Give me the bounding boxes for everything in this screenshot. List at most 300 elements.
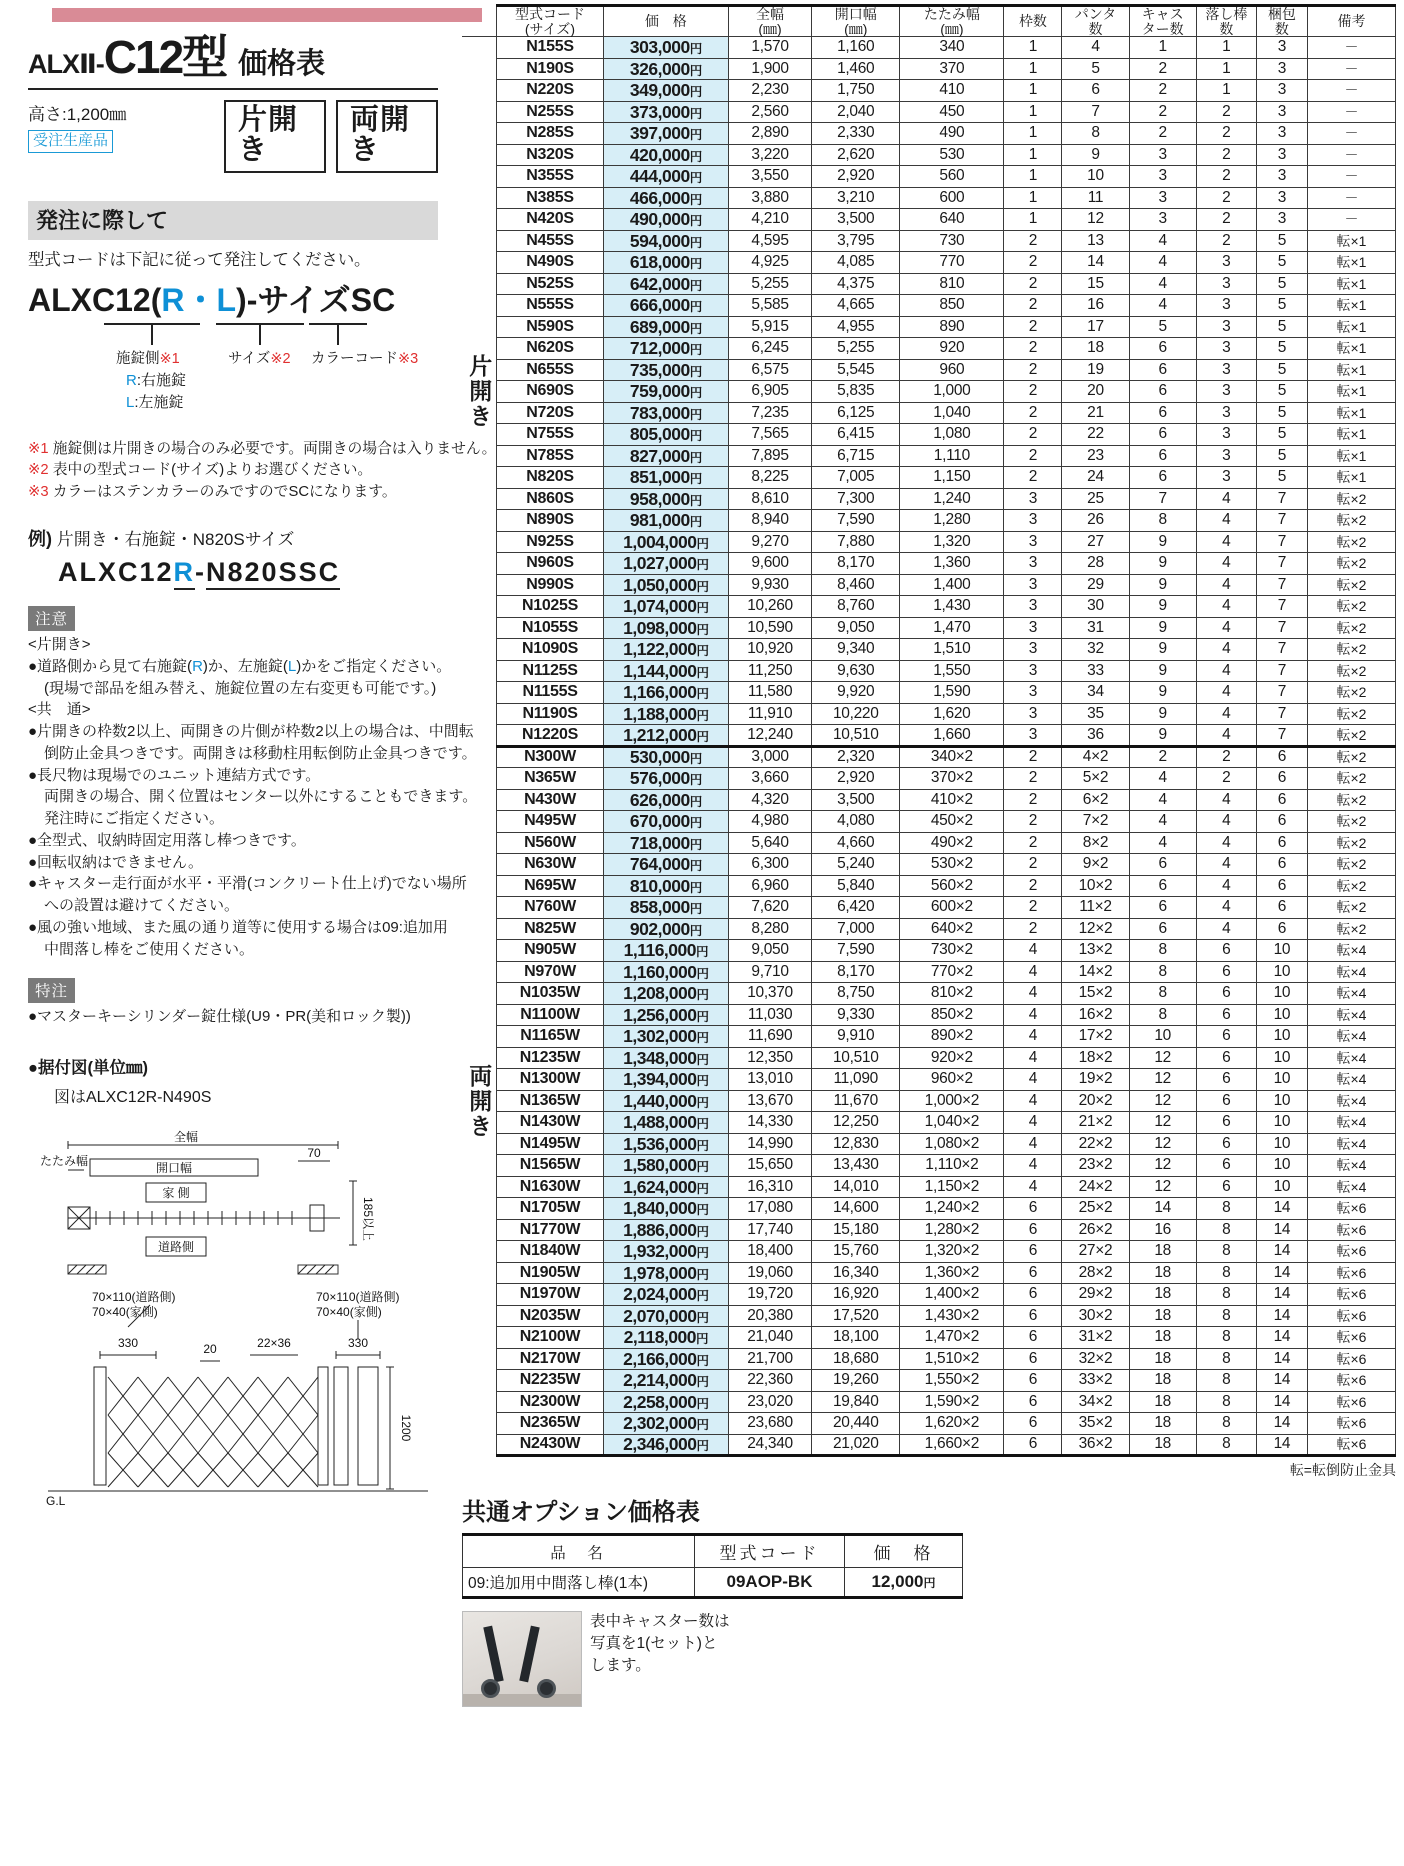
cell-panta: 16 — [1062, 295, 1129, 317]
cell-code: N760W — [497, 897, 604, 919]
cell-opening-width: 2,320 — [812, 746, 900, 768]
cell-code: N1100W — [497, 1004, 604, 1026]
cell-packages: 6 — [1256, 832, 1307, 854]
cell-packages: 14 — [1256, 1413, 1307, 1435]
cell-code: N890S — [497, 510, 604, 532]
cell-casters: 18 — [1129, 1305, 1196, 1327]
col-header-remarks: 備考 — [1307, 6, 1395, 37]
table-row — [462, 811, 1396, 833]
cell-packages: 3 — [1256, 166, 1307, 188]
cell-code: N1365W — [497, 1090, 604, 1112]
made-to-order-badge: 受注生産品 — [28, 130, 113, 153]
cell-full-width: 8,225 — [728, 467, 811, 489]
cell-frames: 1 — [1004, 144, 1062, 166]
cell-full-width: 13,010 — [728, 1069, 811, 1091]
cell-price: 1,004,000円 — [603, 531, 728, 553]
cell-opening-width: 9,920 — [812, 682, 900, 704]
cell-folded-width: 1,000 — [900, 381, 1004, 403]
col-header-panta: パンタ 数 — [1062, 6, 1129, 37]
cell-drop-bars: 8 — [1196, 1391, 1256, 1413]
cell-folded-width: 1,150 — [900, 467, 1004, 489]
cell-folded-width: 1,110×2 — [900, 1155, 1004, 1177]
cell-frames: 2 — [1004, 424, 1062, 446]
cell-packages: 5 — [1256, 316, 1307, 338]
cell-opening-width: 6,125 — [812, 402, 900, 424]
cell-frames: 3 — [1004, 725, 1062, 747]
cell-frames: 2 — [1004, 746, 1062, 768]
cell-opening-width: 9,050 — [812, 617, 900, 639]
cell-price: 2,070,000円 — [603, 1305, 728, 1327]
cell-full-width: 23,680 — [728, 1413, 811, 1435]
cell-casters: 12 — [1129, 1090, 1196, 1112]
cell-folded-width: 530×2 — [900, 854, 1004, 876]
cell-frames: 2 — [1004, 832, 1062, 854]
cell-panta: 19 — [1062, 359, 1129, 381]
cell-full-width: 15,650 — [728, 1155, 811, 1177]
cell-code: N2300W — [497, 1391, 604, 1413]
cell-frames: 2 — [1004, 467, 1062, 489]
cell-code: N1125S — [497, 660, 604, 682]
cell-opening-width: 1,750 — [812, 80, 900, 102]
cell-opening-width: 5,545 — [812, 359, 900, 381]
brand-label: ALXⅡ- — [28, 49, 104, 79]
cell-full-width: 10,370 — [728, 983, 811, 1005]
cell-frames: 1 — [1004, 58, 1062, 80]
cell-opening-width: 3,210 — [812, 187, 900, 209]
cell-frames: 4 — [1004, 1133, 1062, 1155]
cell-folded-width: 600×2 — [900, 897, 1004, 919]
cell-drop-bars: 6 — [1196, 1112, 1256, 1134]
cell-drop-bars: 4 — [1196, 682, 1256, 704]
cell-full-width: 18,400 — [728, 1241, 811, 1263]
table-row — [462, 1004, 1396, 1026]
cell-full-width: 21,040 — [728, 1327, 811, 1349]
svg-text:330: 330 — [347, 1336, 369, 1351]
cell-code: N285S — [497, 123, 604, 145]
cell-panta: 28 — [1062, 553, 1129, 575]
cell-drop-bars: 4 — [1196, 789, 1256, 811]
cell-remarks: 転×6 — [1307, 1391, 1395, 1413]
cell-opening-width: 2,040 — [812, 101, 900, 123]
cell-panta: 12 — [1062, 209, 1129, 231]
cell-opening-width: 9,340 — [812, 639, 900, 661]
cell-packages: 7 — [1256, 596, 1307, 618]
cell-price: 1,027,000円 — [603, 553, 728, 575]
cell-frames: 6 — [1004, 1219, 1062, 1241]
cell-folded-width: 450×2 — [900, 811, 1004, 833]
cell-price: 490,000円 — [603, 209, 728, 231]
cell-frames: 1 — [1004, 123, 1062, 145]
cell-code: N2430W — [497, 1434, 604, 1456]
cell-opening-width: 4,080 — [812, 811, 900, 833]
cell-casters: 12 — [1129, 1069, 1196, 1091]
cell-casters: 18 — [1129, 1391, 1196, 1413]
cell-opening-width: 15,760 — [812, 1241, 900, 1263]
cell-full-width: 6,905 — [728, 381, 811, 403]
cell-remarks: 転×2 — [1307, 875, 1395, 897]
cell-frames: 2 — [1004, 252, 1062, 274]
cell-price: 689,000円 — [603, 316, 728, 338]
cell-opening-width: 5,240 — [812, 854, 900, 876]
cell-frames: 4 — [1004, 1047, 1062, 1069]
group-label-single: 片開き — [462, 37, 497, 747]
cell-drop-bars: 4 — [1196, 596, 1256, 618]
cell-drop-bars: 3 — [1196, 359, 1256, 381]
cell-opening-width: 5,255 — [812, 338, 900, 360]
cell-price: 2,118,000円 — [603, 1327, 728, 1349]
table-row — [462, 359, 1396, 381]
cell-drop-bars: 2 — [1196, 746, 1256, 768]
cell-packages: 3 — [1256, 144, 1307, 166]
cell-full-width: 5,640 — [728, 832, 811, 854]
cell-drop-bars: 6 — [1196, 1133, 1256, 1155]
col-header-folded-width: たたみ幅 (㎜) — [900, 6, 1004, 37]
cell-code: N430W — [497, 789, 604, 811]
cell-opening-width: 4,085 — [812, 252, 900, 274]
cell-frames: 2 — [1004, 875, 1062, 897]
order-section-note: 型式コードは下記に従って発注してください。 — [28, 250, 371, 269]
cell-price: 2,302,000円 — [603, 1413, 728, 1435]
cell-frames: 1 — [1004, 80, 1062, 102]
cell-price: 530,000円 — [603, 746, 728, 768]
cell-opening-width: 2,920 — [812, 166, 900, 188]
cell-price: 373,000円 — [603, 101, 728, 123]
table-row — [462, 1219, 1396, 1241]
cell-folded-width: 960×2 — [900, 1069, 1004, 1091]
cell-remarks: 転×2 — [1307, 574, 1395, 596]
cell-opening-width: 18,100 — [812, 1327, 900, 1349]
cell-panta: 32×2 — [1062, 1348, 1129, 1370]
cell-casters: 12 — [1129, 1176, 1196, 1198]
cell-drop-bars: 4 — [1196, 897, 1256, 919]
cell-packages: 6 — [1256, 789, 1307, 811]
cell-packages: 7 — [1256, 725, 1307, 747]
cell-code: N960S — [497, 553, 604, 575]
cell-casters: 9 — [1129, 574, 1196, 596]
cell-casters: 6 — [1129, 918, 1196, 940]
cell-opening-width: 19,260 — [812, 1370, 900, 1392]
cell-code: N1970W — [497, 1284, 604, 1306]
table-row — [462, 682, 1396, 704]
cell-packages: 6 — [1256, 746, 1307, 768]
cell-price: 1,098,000円 — [603, 617, 728, 639]
cell-full-width: 9,600 — [728, 553, 811, 575]
cell-folded-width: 1,040×2 — [900, 1112, 1004, 1134]
cell-casters: 2 — [1129, 58, 1196, 80]
table-row — [462, 1198, 1396, 1220]
table-row — [462, 144, 1396, 166]
cell-packages: 14 — [1256, 1284, 1307, 1306]
cell-panta: 13×2 — [1062, 940, 1129, 962]
cell-full-width: 11,910 — [728, 703, 811, 725]
table-row — [462, 1069, 1396, 1091]
table-row — [462, 746, 1396, 768]
cell-full-width: 12,350 — [728, 1047, 811, 1069]
cell-price: 1,188,000円 — [603, 703, 728, 725]
cell-folded-width: 1,240 — [900, 488, 1004, 510]
cell-opening-width: 3,795 — [812, 230, 900, 252]
cell-remarks: 転×6 — [1307, 1262, 1395, 1284]
cell-panta: 10 — [1062, 166, 1129, 188]
cell-folded-width: 1,550×2 — [900, 1370, 1004, 1392]
cell-drop-bars: 6 — [1196, 961, 1256, 983]
cell-casters: 18 — [1129, 1262, 1196, 1284]
remarks-footnote: 転=転倒防止金具 — [1289, 1462, 1396, 1479]
table-row — [462, 531, 1396, 553]
cell-frames: 3 — [1004, 553, 1062, 575]
cell-folded-width: 810×2 — [900, 983, 1004, 1005]
cell-folded-width: 850 — [900, 295, 1004, 317]
cell-drop-bars: 4 — [1196, 832, 1256, 854]
cell-panta: 28×2 — [1062, 1262, 1129, 1284]
cell-full-width: 3,550 — [728, 166, 811, 188]
cell-code: N190S — [497, 58, 604, 80]
cell-frames: 6 — [1004, 1413, 1062, 1435]
cell-packages: 10 — [1256, 940, 1307, 962]
cell-casters: 5 — [1129, 316, 1196, 338]
table-row — [462, 961, 1396, 983]
cell-price: 1,932,000円 — [603, 1241, 728, 1263]
cell-casters: 18 — [1129, 1348, 1196, 1370]
cell-frames: 1 — [1004, 166, 1062, 188]
cell-panta: 36 — [1062, 725, 1129, 747]
cell-full-width: 9,930 — [728, 574, 811, 596]
cell-packages: 7 — [1256, 639, 1307, 661]
cell-full-width: 5,585 — [728, 295, 811, 317]
cell-price: 1,122,000円 — [603, 639, 728, 661]
caution-line-12: ●キャスター走行面が水平・平滑(コンクリート仕上げ)でない場所 — [28, 875, 467, 893]
cell-drop-bars: 3 — [1196, 381, 1256, 403]
cell-frames: 6 — [1004, 1391, 1062, 1413]
cell-remarks: 転×6 — [1307, 1327, 1395, 1349]
cell-price: 1,348,000円 — [603, 1047, 728, 1069]
cell-frames: 4 — [1004, 1176, 1062, 1198]
cell-casters: 6 — [1129, 359, 1196, 381]
cell-packages: 10 — [1256, 1026, 1307, 1048]
table-row — [462, 1348, 1396, 1370]
cell-packages: 6 — [1256, 918, 1307, 940]
cell-code: N155S — [497, 37, 604, 59]
cell-packages: 6 — [1256, 768, 1307, 790]
cell-opening-width: 7,590 — [812, 940, 900, 962]
caution-list — [28, 634, 478, 960]
cell-packages: 10 — [1256, 1090, 1307, 1112]
caution-line-15: 中間落し棒をご使用ください。 — [44, 940, 255, 958]
cell-frames: 2 — [1004, 918, 1062, 940]
cell-folded-width: 1,510×2 — [900, 1348, 1004, 1370]
cell-code: N455S — [497, 230, 604, 252]
drawing-svg — [28, 1115, 468, 1515]
cell-casters: 14 — [1129, 1198, 1196, 1220]
cell-drop-bars: 2 — [1196, 144, 1256, 166]
cell-folded-width: 490×2 — [900, 832, 1004, 854]
legend-label-color: カラーコード※3 — [311, 350, 419, 367]
caution-line-2: ●道路側から見て右施錠(R)か、左施錠(L)かをご指定ください。 — [28, 657, 452, 675]
cell-code: N300W — [497, 746, 604, 768]
table-row — [462, 1112, 1396, 1134]
cell-casters: 3 — [1129, 144, 1196, 166]
cell-packages: 5 — [1256, 445, 1307, 467]
cell-remarks: 転×2 — [1307, 553, 1395, 575]
cell-remarks: 転×4 — [1307, 1090, 1395, 1112]
table-row — [462, 1133, 1396, 1155]
cell-code: N1025S — [497, 596, 604, 618]
table-row — [462, 424, 1396, 446]
col-header-frames: 枠数 — [1004, 6, 1062, 37]
cell-price: 1,978,000円 — [603, 1262, 728, 1284]
svg-text:22×36: 22×36 — [257, 1336, 291, 1351]
cell-price: 827,000円 — [603, 445, 728, 467]
cell-code: N365W — [497, 768, 604, 790]
cell-folded-width: 1,280×2 — [900, 1219, 1004, 1241]
cell-full-width: 10,260 — [728, 596, 811, 618]
cell-packages: 3 — [1256, 209, 1307, 231]
cell-packages: 7 — [1256, 510, 1307, 532]
cell-opening-width: 15,180 — [812, 1219, 900, 1241]
cell-opening-width: 3,500 — [812, 789, 900, 811]
cell-frames: 1 — [1004, 101, 1062, 123]
cell-folded-width: 1,110 — [900, 445, 1004, 467]
cell-frames: 2 — [1004, 316, 1062, 338]
cell-frames: 3 — [1004, 617, 1062, 639]
cell-folded-width: 450 — [900, 101, 1004, 123]
cell-folded-width: 960 — [900, 359, 1004, 381]
table-row — [462, 1370, 1396, 1392]
cell-drop-bars: 2 — [1196, 768, 1256, 790]
cell-full-width: 17,080 — [728, 1198, 811, 1220]
cell-remarks: 転×2 — [1307, 531, 1395, 553]
table-row — [462, 252, 1396, 274]
cell-frames: 2 — [1004, 854, 1062, 876]
asterisk-note-3: ※3 カラーはステンカラーのみですのでSCになります。 — [28, 483, 397, 500]
cell-price: 420,000円 — [603, 144, 728, 166]
cell-code: N555S — [497, 295, 604, 317]
cell-opening-width: 3,500 — [812, 209, 900, 231]
cell-casters: 3 — [1129, 187, 1196, 209]
cell-drop-bars: 6 — [1196, 1069, 1256, 1091]
cell-drop-bars: 1 — [1196, 37, 1256, 59]
cell-casters: 12 — [1129, 1155, 1196, 1177]
cell-code: N1155S — [497, 682, 604, 704]
table-row — [462, 1284, 1396, 1306]
cell-code: N495W — [497, 811, 604, 833]
cell-folded-width: 1,400 — [900, 574, 1004, 596]
cell-opening-width: 13,430 — [812, 1155, 900, 1177]
cell-packages: 6 — [1256, 811, 1307, 833]
caution-line-13: への設置は避けてください。 — [44, 897, 240, 915]
cell-folded-width: 1,150×2 — [900, 1176, 1004, 1198]
cell-packages: 10 — [1256, 1155, 1307, 1177]
cell-full-width: 11,030 — [728, 1004, 811, 1026]
cell-full-width: 19,060 — [728, 1262, 811, 1284]
col-header-casters: キャス ター数 — [1129, 6, 1196, 37]
cell-drop-bars: 3 — [1196, 316, 1256, 338]
cell-drop-bars: 2 — [1196, 187, 1256, 209]
cell-casters: 18 — [1129, 1370, 1196, 1392]
cell-opening-width: 16,920 — [812, 1284, 900, 1306]
price-table-body — [462, 37, 1396, 1456]
cell-drop-bars: 4 — [1196, 811, 1256, 833]
table-row — [462, 1413, 1396, 1435]
cell-panta: 23 — [1062, 445, 1129, 467]
cell-frames: 2 — [1004, 897, 1062, 919]
cell-opening-width: 8,170 — [812, 553, 900, 575]
svg-text:70: 70 — [307, 1146, 321, 1161]
cell-drop-bars: 2 — [1196, 230, 1256, 252]
options-title: 共通オプション価格表 — [462, 1499, 700, 1527]
cell-drop-bars: 3 — [1196, 467, 1256, 489]
cell-code: N1190S — [497, 703, 604, 725]
cell-opening-width: 12,250 — [812, 1112, 900, 1134]
cell-folded-width: 490 — [900, 123, 1004, 145]
cell-drop-bars: 1 — [1196, 58, 1256, 80]
cell-code: N1055S — [497, 617, 604, 639]
caution-line-14: ●風の強い地域、また風の通り道等に使用する場合は09:追加用 — [28, 918, 448, 936]
cell-panta: 9 — [1062, 144, 1129, 166]
cell-code: N2235W — [497, 1370, 604, 1392]
cell-drop-bars: 4 — [1196, 703, 1256, 725]
cell-price: 2,024,000円 — [603, 1284, 728, 1306]
caution-line-1: <片開き> — [28, 636, 91, 654]
cell-folded-width: 730 — [900, 230, 1004, 252]
cell-remarks: 転×1 — [1307, 230, 1395, 252]
cell-code: N1905W — [497, 1262, 604, 1284]
cell-drop-bars: 4 — [1196, 617, 1256, 639]
cell-panta: 16×2 — [1062, 1004, 1129, 1026]
table-row — [462, 1305, 1396, 1327]
cell-frames: 3 — [1004, 703, 1062, 725]
opt-row-code: 09AOP-BK — [695, 1568, 845, 1598]
cell-price: 466,000円 — [603, 187, 728, 209]
cell-casters: 1 — [1129, 37, 1196, 59]
cell-casters: 2 — [1129, 80, 1196, 102]
cell-folded-width: 1,590 — [900, 682, 1004, 704]
table-row — [462, 166, 1396, 188]
cell-price: 1,212,000円 — [603, 725, 728, 747]
cell-code: N630W — [497, 854, 604, 876]
cell-panta: 31 — [1062, 617, 1129, 639]
cell-panta: 13 — [1062, 230, 1129, 252]
table-row — [462, 123, 1396, 145]
cell-folded-width: 890 — [900, 316, 1004, 338]
asterisk-notes — [28, 439, 497, 503]
cell-packages: 7 — [1256, 703, 1307, 725]
table-row — [462, 983, 1396, 1005]
cell-packages: 5 — [1256, 295, 1307, 317]
svg-text:70×110(道路側): 70×110(道路側) — [92, 1290, 176, 1305]
cell-folded-width: 920×2 — [900, 1047, 1004, 1069]
cell-full-width: 8,280 — [728, 918, 811, 940]
cell-panta: 7×2 — [1062, 811, 1129, 833]
cell-packages: 10 — [1256, 1069, 1307, 1091]
header-group-spacer — [462, 6, 497, 37]
cell-panta: 5 — [1062, 58, 1129, 80]
svg-text:70×40(家側): 70×40(家側) — [316, 1305, 382, 1320]
cell-casters: 18 — [1129, 1284, 1196, 1306]
cell-packages: 10 — [1256, 1004, 1307, 1026]
subtitle-row — [28, 100, 438, 173]
cell-price: 397,000円 — [603, 123, 728, 145]
cell-folded-width: 1,430×2 — [900, 1305, 1004, 1327]
cell-packages: 6 — [1256, 875, 1307, 897]
cell-price: 326,000円 — [603, 58, 728, 80]
cell-full-width: 6,960 — [728, 875, 811, 897]
cell-remarks: 転×1 — [1307, 338, 1395, 360]
cell-price: 1,116,000円 — [603, 940, 728, 962]
cell-code: N1770W — [497, 1219, 604, 1241]
cell-casters: 6 — [1129, 854, 1196, 876]
cell-casters: 18 — [1129, 1413, 1196, 1435]
